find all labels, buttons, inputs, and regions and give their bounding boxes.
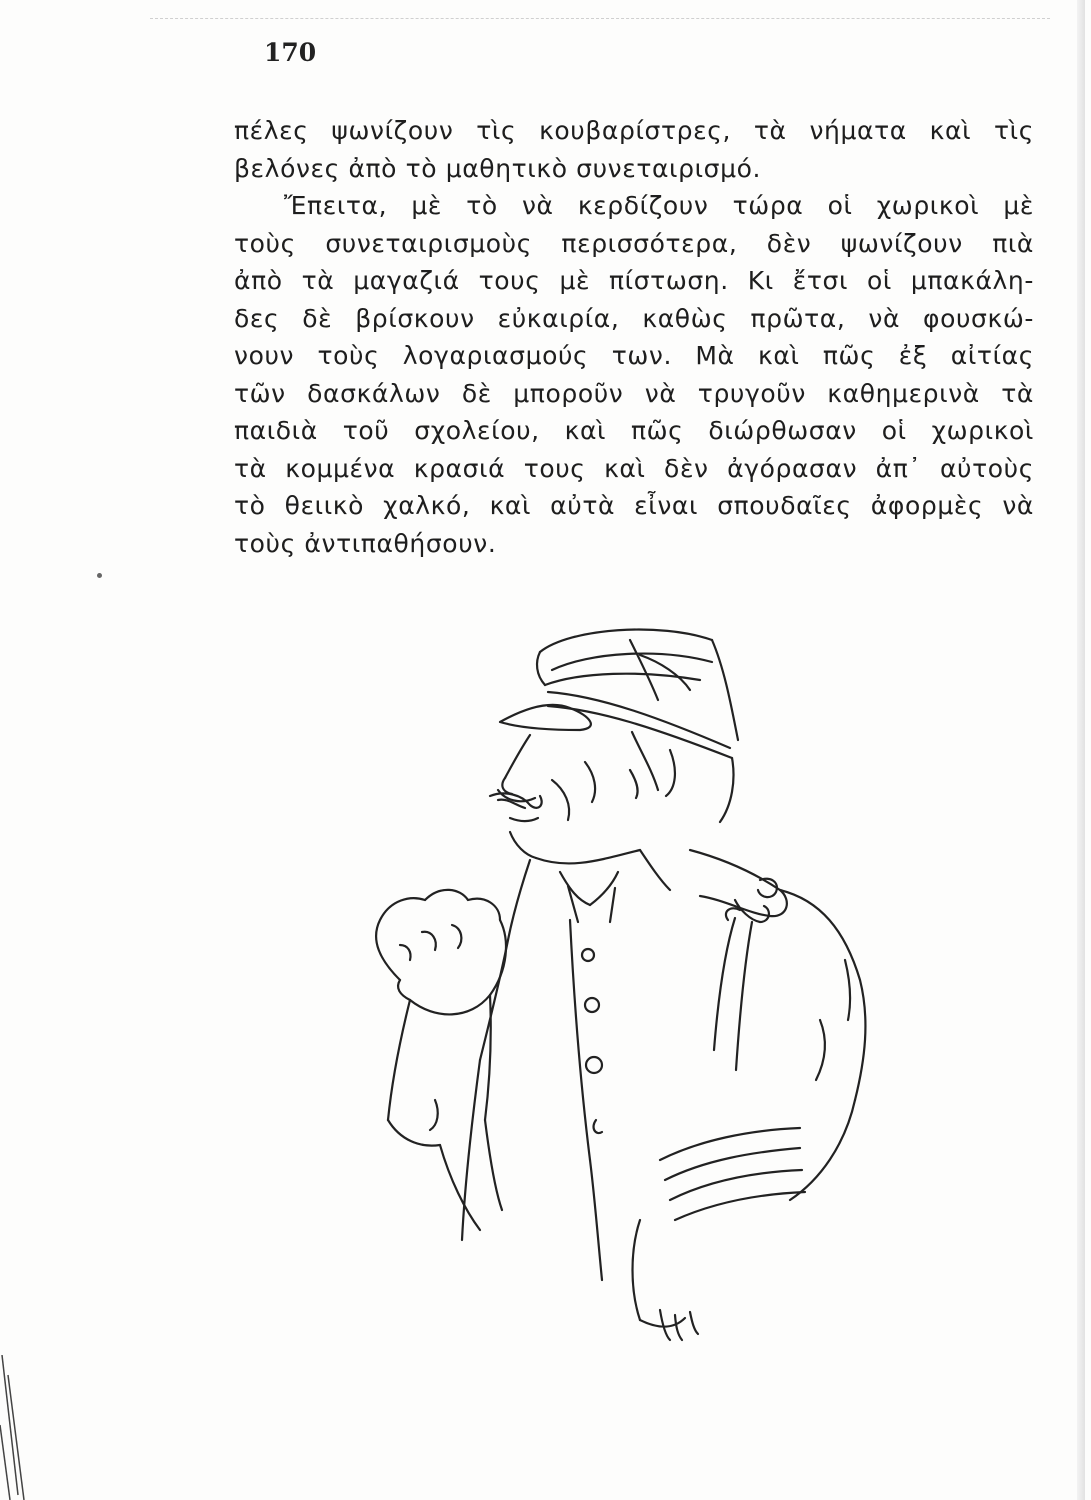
- text-line: δες δὲ βρίσκουν εὐκαιρία, καθὼς πρῶτα, νὰ φουσκώ-: [234, 303, 1034, 333]
- text-line: βελόνες ἀπὸ τὸ μαθητικὸ συνεταιρισμό.: [234, 153, 762, 183]
- page-right-shadow: [1077, 0, 1085, 1500]
- sketch-uniformed-man-icon: [340, 600, 900, 1360]
- text-line: Ἔπειτα, μὲ τὸ νὰ κερδίζουν τώρα οἱ χωρικοὶ μὲ: [284, 191, 1034, 220]
- text-line: τὰ κομμένα κρασιά τους καὶ δὲν ἀγόρασαν ἀπ᾿ αὐτοὺς: [234, 453, 1034, 483]
- body-text: [234, 112, 1034, 562]
- page-number: 170: [264, 38, 317, 67]
- text-line: τοὺς ἀντιπαθήσουν.: [234, 528, 497, 558]
- binding-marks: [0, 1355, 40, 1500]
- text-line: ἀπὸ τὰ μαγαζιά τους μὲ πίστωση. Κι ἔτσι οἱ μπακάλη-: [234, 266, 1034, 295]
- text-line: τοὺς συνεταιρισμοὺς περισσότερα, δὲν ψωνίζουν πιὰ: [234, 228, 1034, 258]
- text-line: νουν τοὺς λογαριασμούς των. Μὰ καὶ πῶς ἐξ αἰτίας: [234, 341, 1034, 370]
- text-line: πέλες ψωνίζουν τὶς κουβαρίστρες, τὰ νήματα καὶ τὶς: [234, 116, 1034, 145]
- page-top-edge: [150, 18, 1050, 19]
- margin-dot: [97, 573, 102, 578]
- text-line: παιδιὰ τοῦ σχολείου, καὶ πῶς διώρθωσαν οἱ χωρικοὶ: [234, 416, 1034, 445]
- text-line: τὸ θειικὸ χαλκό, καὶ αὐτὰ εἶναι σπουδαῖες ἀφορμὲς νὰ: [234, 491, 1034, 520]
- text-line: τῶν δασκάλων δὲ μποροῦν νὰ τρυγοῦν καθημερινὰ τὰ: [234, 378, 1034, 408]
